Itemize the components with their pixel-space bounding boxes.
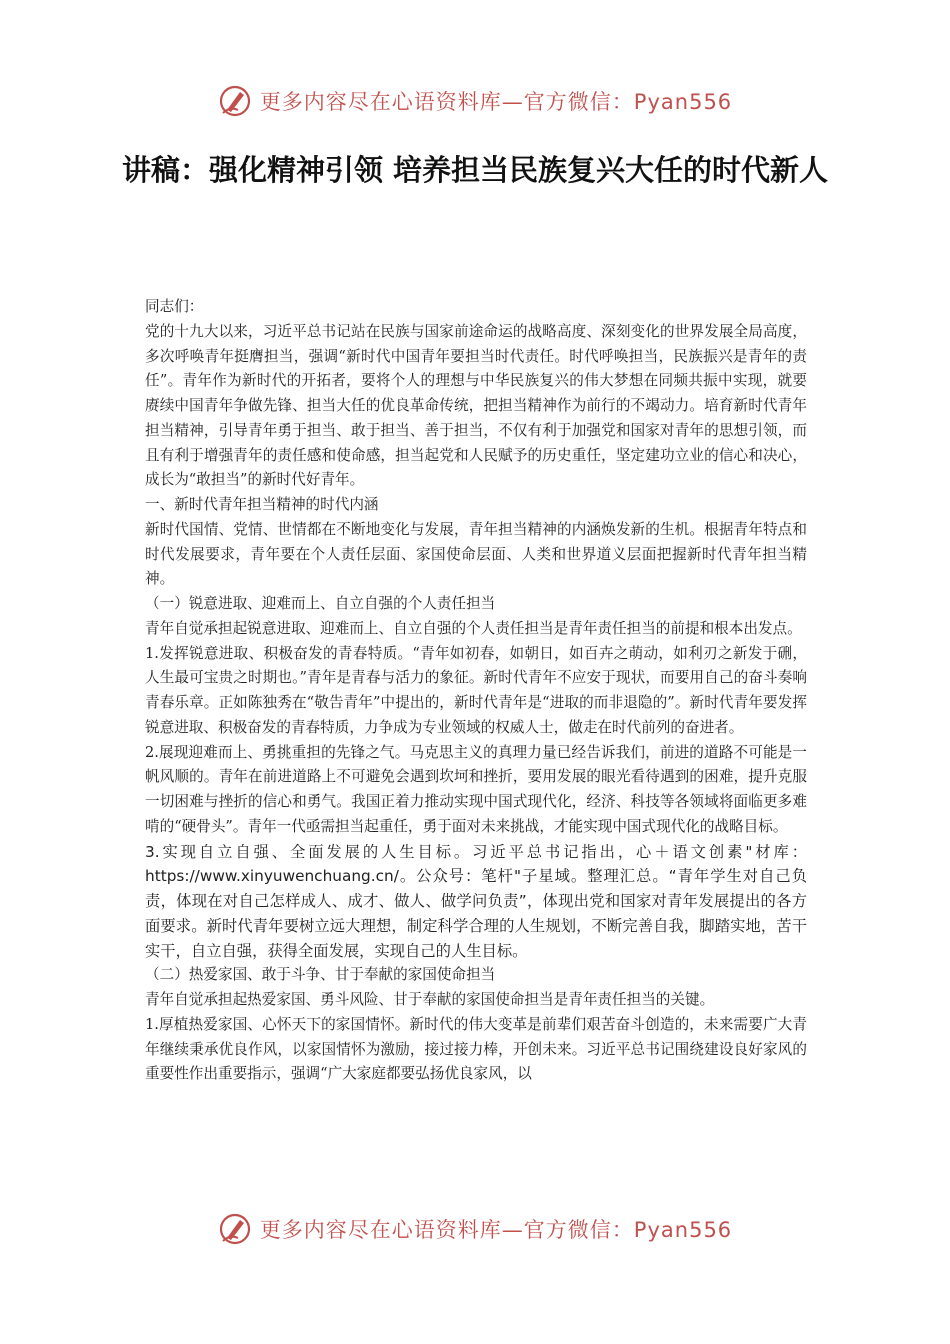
header-banner <box>0 84 950 118</box>
subsection-heading: （一）锐意进取、迎难而上、自立自强的个人责任担当 <box>145 595 496 612</box>
paragraph-sans: 3.实现自立自强、全面发展的人生目标。习近平总书记指出，心＋语文创素"材库：https://www.xinyuwenchuang.cn/。公众号：笔杆"子星域。整理汇总。“青年学生对自己负责，体现在对自己怎样成人、成才、做人、做学问负责”，体现出党和国家对青年发展提出的各方面要求。新时代青年要树立远大理想，制定科学合理的人生规划，不断完善自我，脚踏实地，苦干实干，自立自强，获得全面发展，实现自己的人生目标。 <box>145 842 807 960</box>
paragraph: 1.发挥锐意进取、积极奋发的青春特质。“青年如初春，如朝日，如百卉之萌动，如利刃之新发于硎，人生最可宝贵之时期也。”青年是青春与活力的象征。新时代青年不应安于现状，而要用自己的奋斗奏响青春乐章。正如陈独秀在“敬告青年”中提出的，新时代青年是“进取的而非退隐的”。新时代青年要发挥锐意进取、积极奋发的青春特质，力争成为专业领域的权威人士，做走在时代前列的奋进者。 <box>145 644 807 736</box>
banner-text: 更多内容尽在心语资料库—官方微信：Pyan556 <box>259 90 733 114</box>
document-body <box>145 295 807 1087</box>
section-heading: 一、新时代青年担当精神的时代内涵 <box>145 496 379 513</box>
subsection-heading: （二）热爱家国、敢于斗争、甘于奉献的家国使命担当 <box>145 966 496 984</box>
paragraph: 党的十九大以来，习近平总书记站在民族与国家前途命运的战略高度、深刻变化的世界发展全局高度，多次呼唤青年挺膺担当，强调“新时代中国青年要担当时代责任。时代呼唤担当，民族振兴是青年的责任”。青年作为新时代的开拓者，要将个人的理想与中华民族复兴的伟大梦想在同频共振中实现，就要赓续中国青年争做先锋、担当大任的优良革命传统，把担当精神作为前行的不竭动力。培育新时代青年担当精神，引导青年勇于担当、敢于担当、善于担当，不仅有利于加强党和国家对青年的思想引领，而且有利于增强青年的责任感和使命感，担当起党和人民赋予的历史重任，坚定建功立业的信心和决心，成长为“敢担当”的新时代好青年。 <box>145 322 807 489</box>
salutation: 同志们： <box>145 298 204 315</box>
pen-nib-logo-icon <box>218 84 252 118</box>
paragraph: 青年自觉承担起热爱家国、勇斗风险、甘于奉献的家国使命担当是青年责任担当的关键。 <box>145 991 715 1008</box>
page-title: 讲稿：强化精神引领 培养担当民族复兴大任的时代新人 <box>121 153 829 187</box>
pen-nib-logo-icon <box>218 1212 252 1246</box>
footer-banner <box>0 1212 950 1246</box>
paragraph: 2.展现迎难而上、勇挑重担的先锋之气。马克思主义的真理力量已经告诉我们，前进的道路不可能是一帆风顺的。青年在前进道路上不可避免会遇到坎坷和挫折，要用发展的眼光看待遇到的困难，提升克服一切困难与挫折的信心和勇气。我国正着力推动实现中国式现代化，经济、科技等各领域将面临更多难啃的“硬骨头”。青年一代亟需担当起重任，勇于面对未来挑战，才能实现中国式现代化的战略目标。 <box>145 743 807 835</box>
banner-text: 更多内容尽在心语资料库—官方微信：Pyan556 <box>259 1218 733 1242</box>
paragraph: 1.厚植热爱家国、心怀天下的家国情怀。新时代的伟大变革是前辈们艰苦奋斗创造的，未来需要广大青年继续秉承优良作风，以家国情怀为激励，接过接力棒，开创未来。习近平总书记围绕建设良好家风的重要性作出重要指示，强调“广大家庭都要弘扬优良家风，以 <box>145 1015 807 1083</box>
paragraph: 新时代国情、党情、世情都在不断地变化与发展，青年担当精神的内涵焕发新的生机。根据青年特点和时代发展要求，青年要在个人责任层面、家国使命层面、人类和世界道义层面把握新时代青年担当精神。 <box>145 520 807 588</box>
paragraph: 青年自觉承担起锐意进取、迎难而上、自立自强的个人责任担当是青年责任担当的前提和根本出发点。 <box>145 619 802 637</box>
